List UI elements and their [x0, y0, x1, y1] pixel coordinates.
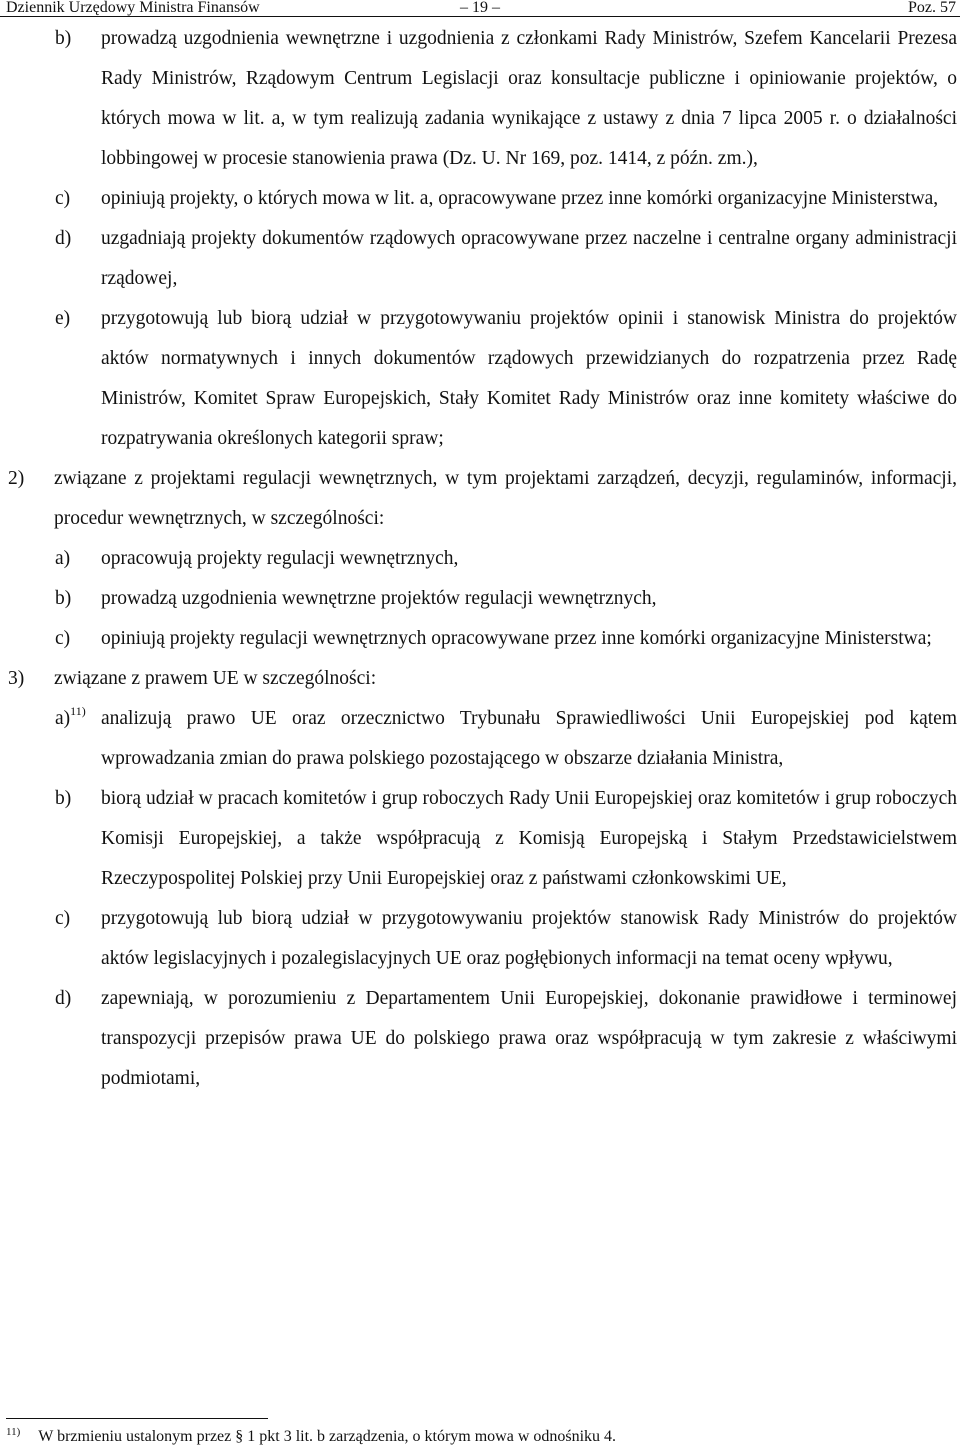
item-text: opiniują projekty regulacji wewnętrznych opracowywane przez inne komórki organizacyjne Ministerstwa; [101, 628, 932, 649]
item-label: c) [55, 188, 71, 209]
item-label: c) [55, 908, 71, 929]
item-label: c) [55, 628, 71, 649]
item-label: a)$^{11)}$ [55, 704, 86, 729]
list-item [55, 979, 957, 1099]
page-number: – 19 – [460, 0, 500, 16]
footnote-text: W brzmieniu ustalonym przez § 1 pkt 3 lit. b zarządzenia, o którym mowa w odnośniku 4. [38, 1428, 617, 1445]
list-item [55, 19, 957, 179]
footnote-rule [6, 1418, 268, 1419]
item-label: d) [55, 228, 72, 249]
list-item [8, 459, 957, 539]
list-item [55, 299, 957, 459]
item-text: zapewniają, w porozumieniu z Departamentem Unii Europejskiej, dokonanie prawidłowe i terminowej transpozycji przepisów prawa UE do polskiego prawa oraz współpracują w tym zakresie z właściwymi podmiotami, [101, 988, 957, 1089]
list-item [55, 899, 957, 979]
item-text: prowadzą uzgodnienia wewnętrzne i uzgodnienia z członkami Rady Ministrów, Szefem Kancelarii Prezesa Rady Ministrów, Rządowym Centrum Legislacji oraz konsultacje publiczne i opiniowanie projektów, o których mowa w lit. a, w tym realizują zadania wynikające z ustawy z dnia 7 lipca 2005 r. o działalności lobbingowej w procesie stanowienia prawa (Dz. U. Nr 169, poz. 1414, z późn. zm.), [101, 28, 957, 169]
item-text: związane z projektami regulacji wewnętrznych, w tym projektami zarządzeń, decyzji, regulaminów, informacji, procedur wewnętrznych, w szczególności: [54, 468, 957, 529]
footnote [6, 1422, 956, 1447]
item-text: uzgadniają projekty dokumentów rządowych opracowywane przez naczelne i centralne organy administracji rządowej, [101, 228, 957, 289]
item-text: związane z prawem UE w szczególności: [54, 668, 377, 689]
list-item [55, 779, 957, 899]
item-label: b) [55, 588, 72, 609]
list-item [55, 179, 957, 219]
footnote-reference: 11) [70, 704, 86, 718]
list-item [55, 619, 957, 659]
item-text: biorą udział w pracach komitetów i grup roboczych Rady Unii Europejskiej oraz komitetów i grup roboczych Komisji Europejskiej, a także współpracują z Komisją Europejską i Stałym Przedstawicielstwem Rzeczypospolitej Polskiej przy Unii Europejskiej oraz z państwami członkowskimi UE, [101, 788, 957, 889]
position-number: Poz. 57 [908, 0, 956, 16]
item-text: przygotowują lub biorą udział w przygotowywaniu projektów stanowisk Rady Ministrów do projektów aktów legislacyjnych i pozalegislacyjnych UE oraz pogłębionych informacji na temat oceny wpływu, [101, 908, 957, 969]
list-item [8, 659, 957, 699]
list-item [55, 219, 957, 299]
journal-title: Dziennik Urzędowy Ministra Finansów [6, 0, 260, 16]
item-label: a) [55, 548, 71, 569]
item-label: 2) [8, 468, 25, 489]
list-item [55, 579, 957, 619]
item-label: b) [55, 788, 72, 809]
document-body [0, 19, 960, 1099]
item-text: przygotowują lub biorą udział w przygotowywaniu projektów opinii i stanowisk Ministra do projektów aktów normatywnych i innych dokumentów rządowych przewidzianych do rozpatrzenia przez Radę Ministrów, Komitet Spraw Europejskich, Stały Komitet Rady Ministrów oraz inne komitety właściwe do rozpatrywania określonych kategorii spraw; [101, 308, 957, 449]
item-label: b) [55, 28, 72, 49]
item-text: opracowują projekty regulacji wewnętrznych, [101, 548, 459, 569]
item-label: d) [55, 988, 72, 1009]
header-rule [0, 16, 960, 17]
item-label: e) [55, 308, 71, 329]
item-text: opiniują projekty, o których mowa w lit. a, opracowywane przez inne komórki organizacyjne Ministerstwa, [101, 188, 939, 209]
item-text: prowadzą uzgodnienia wewnętrzne projektów regulacji wewnętrznych, [101, 588, 657, 609]
list-item [55, 699, 957, 779]
footnote-number: 11) [6, 1426, 21, 1438]
list-item [55, 539, 957, 579]
item-text: analizują prawo UE oraz orzecznictwo Trybunału Sprawiedliwości Unii Europejskiej pod kątem wprowadzania zmian do prawa polskiego pozostającego w obszarze działania Ministra, [101, 708, 957, 769]
item-label: 3) [8, 668, 25, 689]
